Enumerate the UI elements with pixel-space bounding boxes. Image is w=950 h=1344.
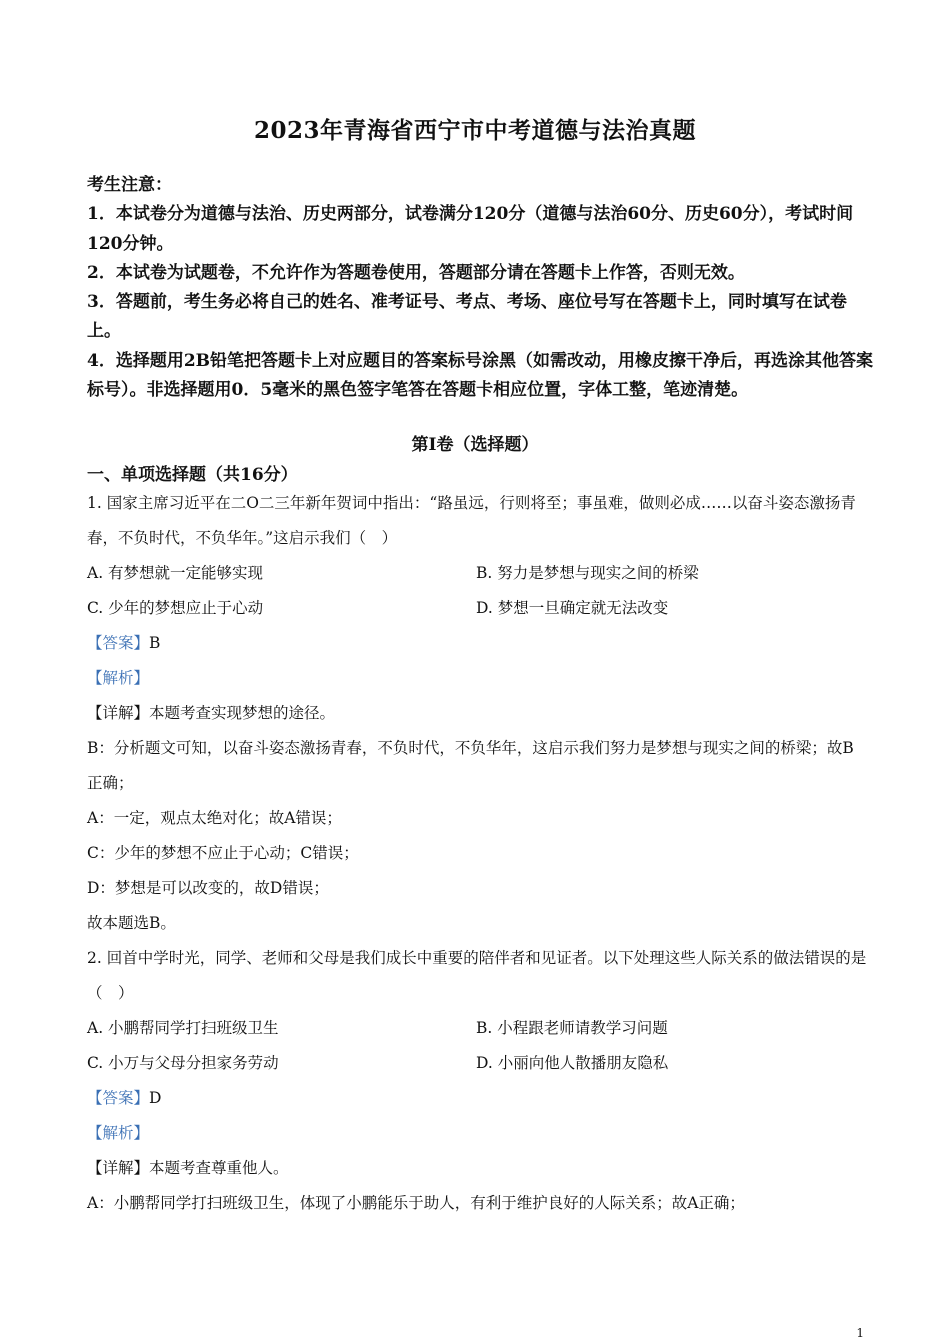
notice-item-4: 4．选择题用2B铅笔把答题卡上对应题目的答案标号涂黑（如需改动，用橡皮擦干净后，再选涂其他答案标号）。非选择题用0．5毫米的黑色签字笔答在答题卡相应位置，字体工整，笔迹清楚。 — [87, 350, 874, 401]
page-number: 1 — [856, 1326, 864, 1340]
q2-option-b: B. 小程跟老师请教学习问题 — [476, 1019, 668, 1037]
q1-answer-value: B — [149, 634, 161, 652]
q1-explain-d: D：梦想是可以改变的，故D错误； — [87, 879, 329, 897]
q1-explain-c: C：少年的梦想不应止于心动；C错误； — [87, 844, 359, 862]
q1-detail: 【详解】本题考查实现梦想的途径。 — [87, 704, 336, 722]
q1-option-b: B. 努力是梦想与现实之间的桥梁 — [476, 564, 699, 582]
q1-option-a: A. 有梦想就一定能够实现 — [87, 564, 264, 582]
volume-heading: 第Ⅰ卷（选择题） — [411, 435, 539, 455]
q1-answer — [87, 626, 867, 661]
section-heading: 一、单项选择题（共16分） — [87, 465, 298, 485]
q1-option-d: D. 梦想一旦确定就无法改变 — [476, 599, 669, 617]
q2-options-row-1 — [87, 1011, 867, 1046]
q2-stem: 2. 回首中学时光，同学、老师和父母是我们成长中重要的陪伴者和见证者。以下处理这些人际关系的做法错误的是（ ） — [87, 949, 867, 1002]
q1-conclusion: 故本题选B。 — [87, 914, 176, 932]
q2-analysis-tag: 【解析】 — [87, 1124, 150, 1142]
notice-heading: 考生注意： — [87, 175, 172, 195]
q2-options-row-2 — [87, 1046, 867, 1081]
answer-tag: 【答案】 — [87, 634, 150, 652]
q2-detail: 【详解】本题考查尊重他人。 — [87, 1159, 289, 1177]
q1-explain-b: B：分析题文可知，以奋斗姿态激扬青春，不负时代，不负华年，这启示我们努力是梦想与现实之间的桥梁；故B正确； — [87, 739, 854, 792]
answer-tag: 【答案】 — [87, 1089, 150, 1107]
notice-item-3: 3．答题前，考生务必将自己的姓名、准考证号、考点、考场、座位号写在答题卡上，同时填写在试卷上。 — [87, 292, 847, 342]
q2-explain-a: A：小鹏帮同学打扫班级卫生，体现了小鹏能乐于助人，有利于维护良好的人际关系；故A正确； — [87, 1194, 745, 1212]
q2-answer — [87, 1081, 867, 1116]
page-title: 2023年青海省西宁市中考道德与法治真题 — [253, 117, 696, 144]
q1-analysis-tag: 【解析】 — [87, 669, 150, 687]
q2-option-a: A. 小鹏帮同学打扫班级卫生 — [87, 1019, 279, 1037]
notice-item-2: 2．本试卷为试题卷，不允许作为答题卷使用，答题部分请在答题卡上作答，否则无效。 — [87, 262, 745, 283]
exam-notice — [87, 171, 877, 405]
q2-answer-value: D — [149, 1089, 162, 1107]
q1-explain-a: A：一定，观点太绝对化；故A错误； — [87, 809, 342, 827]
q1-options-row-1 — [87, 556, 867, 591]
questions — [87, 486, 867, 1221]
q2-option-c: C. 小万与父母分担家务劳动 — [87, 1054, 279, 1072]
q1-options-row-2 — [87, 591, 867, 626]
q1-option-c: C. 少年的梦想应止于心动 — [87, 599, 264, 617]
q1-stem: 1. 国家主席习近平在二O二三年新年贺词中指出：“路虽远，行则将至；事虽难，做则必成……以奋斗姿态激扬青春，不负时代，不负华年。”这启示我们（ ） — [87, 494, 856, 547]
q2-option-d: D. 小丽向他人散播朋友隐私 — [476, 1054, 669, 1072]
notice-item-1: 1．本试卷分为道德与法治、历史两部分，试卷满分120分（道德与法治60分、历史60分），考试时间120分钟。 — [87, 204, 854, 254]
